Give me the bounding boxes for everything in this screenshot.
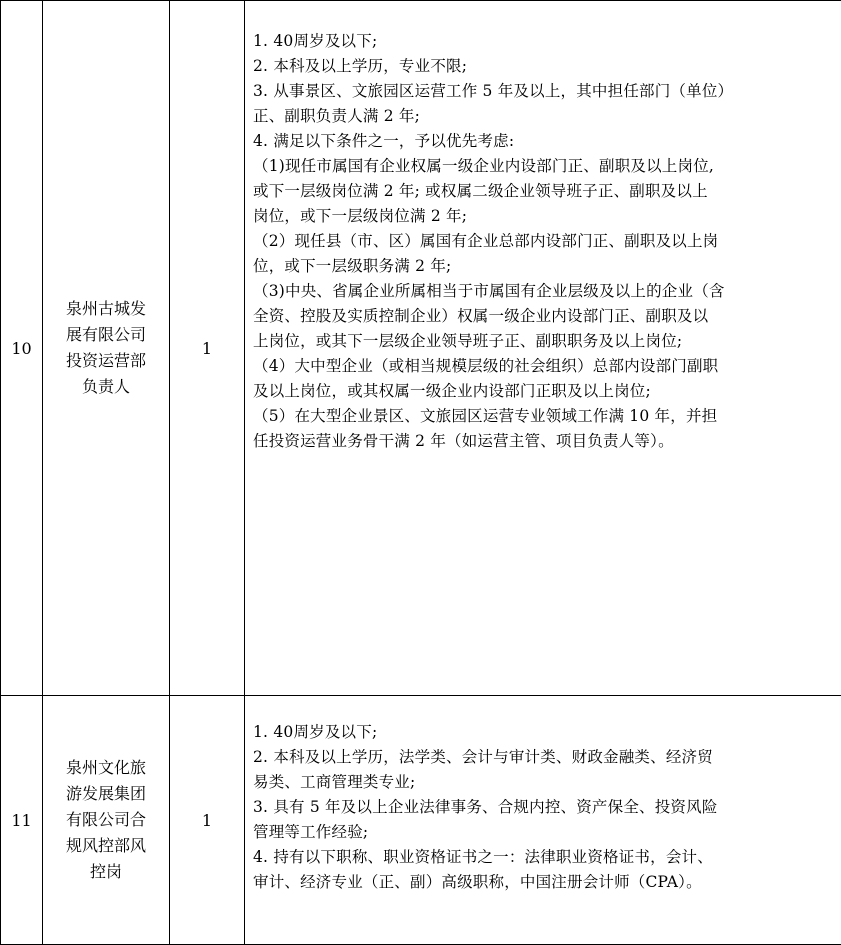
requirements-cell xyxy=(245,696,841,945)
position-line: 泉州古城发 xyxy=(51,296,161,322)
requirement-line: 任投资运营业务骨干满 2 年（如运营主管、项目负责人等）。 xyxy=(253,429,840,454)
position-line: 展有限公司 xyxy=(51,322,161,348)
row-number: 10 xyxy=(1,1,43,696)
headcount: 1 xyxy=(170,696,245,945)
requirement-line: 全资、控股及实质控制企业）权属一级企业内设部门正、副职及以 xyxy=(253,304,840,329)
position-line: 游发展集团 xyxy=(51,781,161,807)
headcount: 1 xyxy=(170,1,245,696)
position-line: 投资运营部 xyxy=(51,348,161,374)
requirement-line: （1)现任市属国有企业权属一级企业内设部门正、副职及以上岗位, xyxy=(253,154,840,179)
position-line: 有限公司合 xyxy=(51,807,161,833)
position-line: 负责人 xyxy=(51,374,161,400)
row-number: 11 xyxy=(1,696,43,945)
table-row xyxy=(1,696,841,945)
requirement-line: （2）现任县（市、区）属国有企业总部内设部门正、副职及以上岗 xyxy=(253,229,840,254)
requirement-line: 4. 满足以下条件之一，予以优先考虑: xyxy=(253,129,840,154)
requirement-line: （5）在大型企业景区、文旅园区运营专业领域工作满 10 年，并担 xyxy=(253,404,840,429)
requirement-line: 2. 本科及以上学历，法学类、会计与审计类、财政金融类、经济贸 xyxy=(253,745,840,770)
position-line: 控岗 xyxy=(51,859,161,885)
position-line: 规风控部风 xyxy=(51,833,161,859)
requirement-line: 审计、经济专业（正、副）高级职称，中国注册会计师（CPA）。 xyxy=(253,870,840,895)
table-row xyxy=(1,1,841,696)
position-cell xyxy=(43,1,170,696)
requirement-line: 1. 40周岁及以下; xyxy=(253,720,840,745)
requirement-line: 岗位，或下一层级岗位满 2 年; xyxy=(253,204,840,229)
requirements-cell xyxy=(245,1,841,696)
requirement-line: 及以上岗位，或其权属一级企业内设部门正职及以上岗位; xyxy=(253,379,840,404)
position-name xyxy=(43,755,169,885)
requirement-line: 3. 具有 5 年及以上企业法律事务、合规内控、资产保全、投资风险 xyxy=(253,795,840,820)
requirement-line: 易类、工商管理类专业; xyxy=(253,770,840,795)
position-name xyxy=(43,296,169,400)
requirement-line: 正、副职负责人满 2 年; xyxy=(253,104,840,129)
requirement-line: 管理等工作经验; xyxy=(253,820,840,845)
requirement-line: 1. 40周岁及以下; xyxy=(253,29,840,54)
requirement-line: 上岗位，或其下一层级企业领导班子正、副职职务及以上岗位; xyxy=(253,329,840,354)
requirement-line: （3)中央、省属企业所属相当于市属国有企业层级及以上的企业（含 xyxy=(253,279,840,304)
requirement-line: 2. 本科及以上学历，专业不限; xyxy=(253,54,840,79)
position-cell xyxy=(43,696,170,945)
requirement-line: 4. 持有以下职称、职业资格证书之一：法律职业资格证书，会计、 xyxy=(253,845,840,870)
requirement-line: 或下一层级岗位满 2 年; 或权属二级企业领导班子正、副职及以上 xyxy=(253,179,840,204)
position-line: 泉州文化旅 xyxy=(51,755,161,781)
requirement-line: 3. 从事景区、文旅园区运营工作 5 年及以上，其中担任部门（单位） xyxy=(253,79,840,104)
requirement-line: （4）大中型企业（或相当规模层级的社会组织）总部内设部门副职 xyxy=(253,354,840,379)
requirement-line: 位，或下一层级职务满 2 年; xyxy=(253,254,840,279)
